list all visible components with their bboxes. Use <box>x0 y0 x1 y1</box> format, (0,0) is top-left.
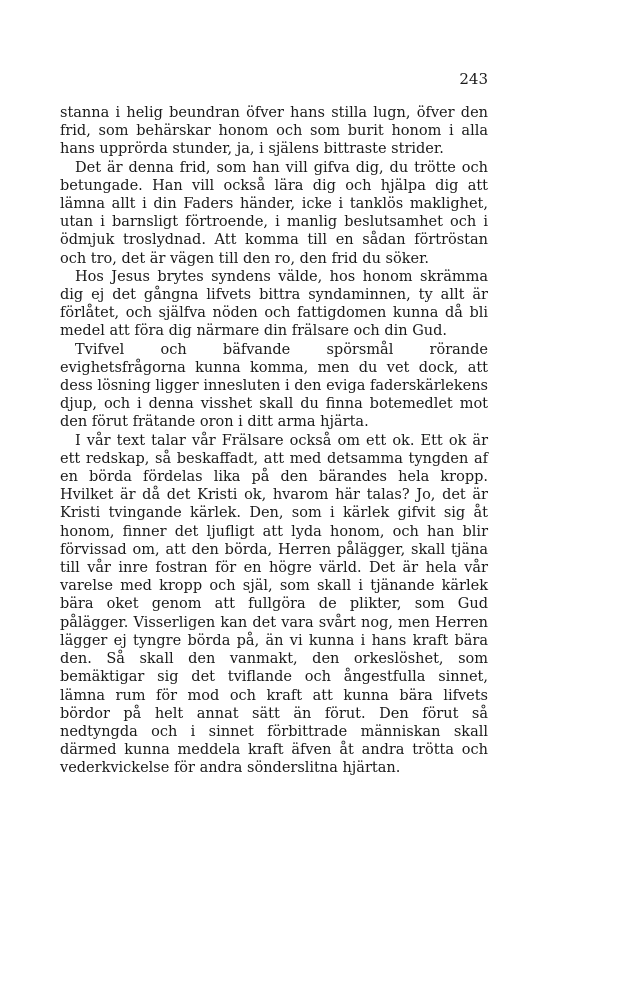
paragraph-3: Hos Jesus brytes syndens välde, hos honom skrämma dig ej det gångna lifvets bittra syndaminnen, ty allt är förlåtet, och själfva nöden och fattigdomen kunna då bli medel att föra dig närmare din frälsare och din Gud. <box>60 268 488 340</box>
page-number: 243 <box>459 70 488 88</box>
paragraph-4: Tvifvel och bäfvande spörsmål rörande evighetsfrågorna kunna komma, men du vet dock, att dess lösning ligger innesluten i den eviga faderskärlekens djup, och i denna visshet skall du finna botemedlet mot den förut frätande oron i ditt arma hjärta. <box>60 341 488 431</box>
paragraph-2: Det är denna frid, som han vill gifva dig, du trötte och betungade. Han vill också lära dig och hjälpa dig att lämna allt i din Faders händer, icke i tanklös maklighet, utan i barnsligt förtroende, i manlig beslutsamhet och i ödmjuk troslydnad. Att komma till en sådan förtröstan och tro, det är vägen till den ro, den frid du söker. <box>60 159 488 267</box>
paragraph-5: I vår text talar vår Frälsare också om ett ok. Ett ok är ett redskap, så beskaffadt, att med detsamma tyngden af en börda fördelas lika på den bärandes hela kropp. Hvilket är då det Kristi ok, hvarom här talas? Jo, det är Kristi tvingande kärlek. Den, som i kärlek gifvit sig åt honom, finner det ljufligt att lyda honom, och han blir förvissad om, att den börda, Herren pålägger, skall tjäna till vår inre fostran för en högre värld. Det är hela vår varelse med kropp och själ, som skall i tjänande kärlek bära oket genom att fullgöra de plikter, som Gud pålägger. Visserligen kan det vara svårt nog, men Herren lägger ej tyngre börda på, än vi kunna i hans kraft bära den. Så skall den vanmakt, den orkeslöshet, som bemäktigar sig det tviflande och ångestfulla sinnet, lämna rum för mod och kraft att kunna bära lifvets bördor på helt annat sätt än förut. Den förut så nedtyngda och i sinnet förbittrade människan skall därmed kunna meddela kraft äfven åt andra trötta och vederkvickelse för andra sönderslitna hjärtan. <box>60 432 488 777</box>
paragraph-1: stanna i helig beundran öfver hans stilla lugn, öfver den frid, som behärskar honom och som burit honom i alla hans upprörda stunder, ja, i själens bittraste strider. <box>60 105 488 158</box>
body-text <box>60 104 488 778</box>
